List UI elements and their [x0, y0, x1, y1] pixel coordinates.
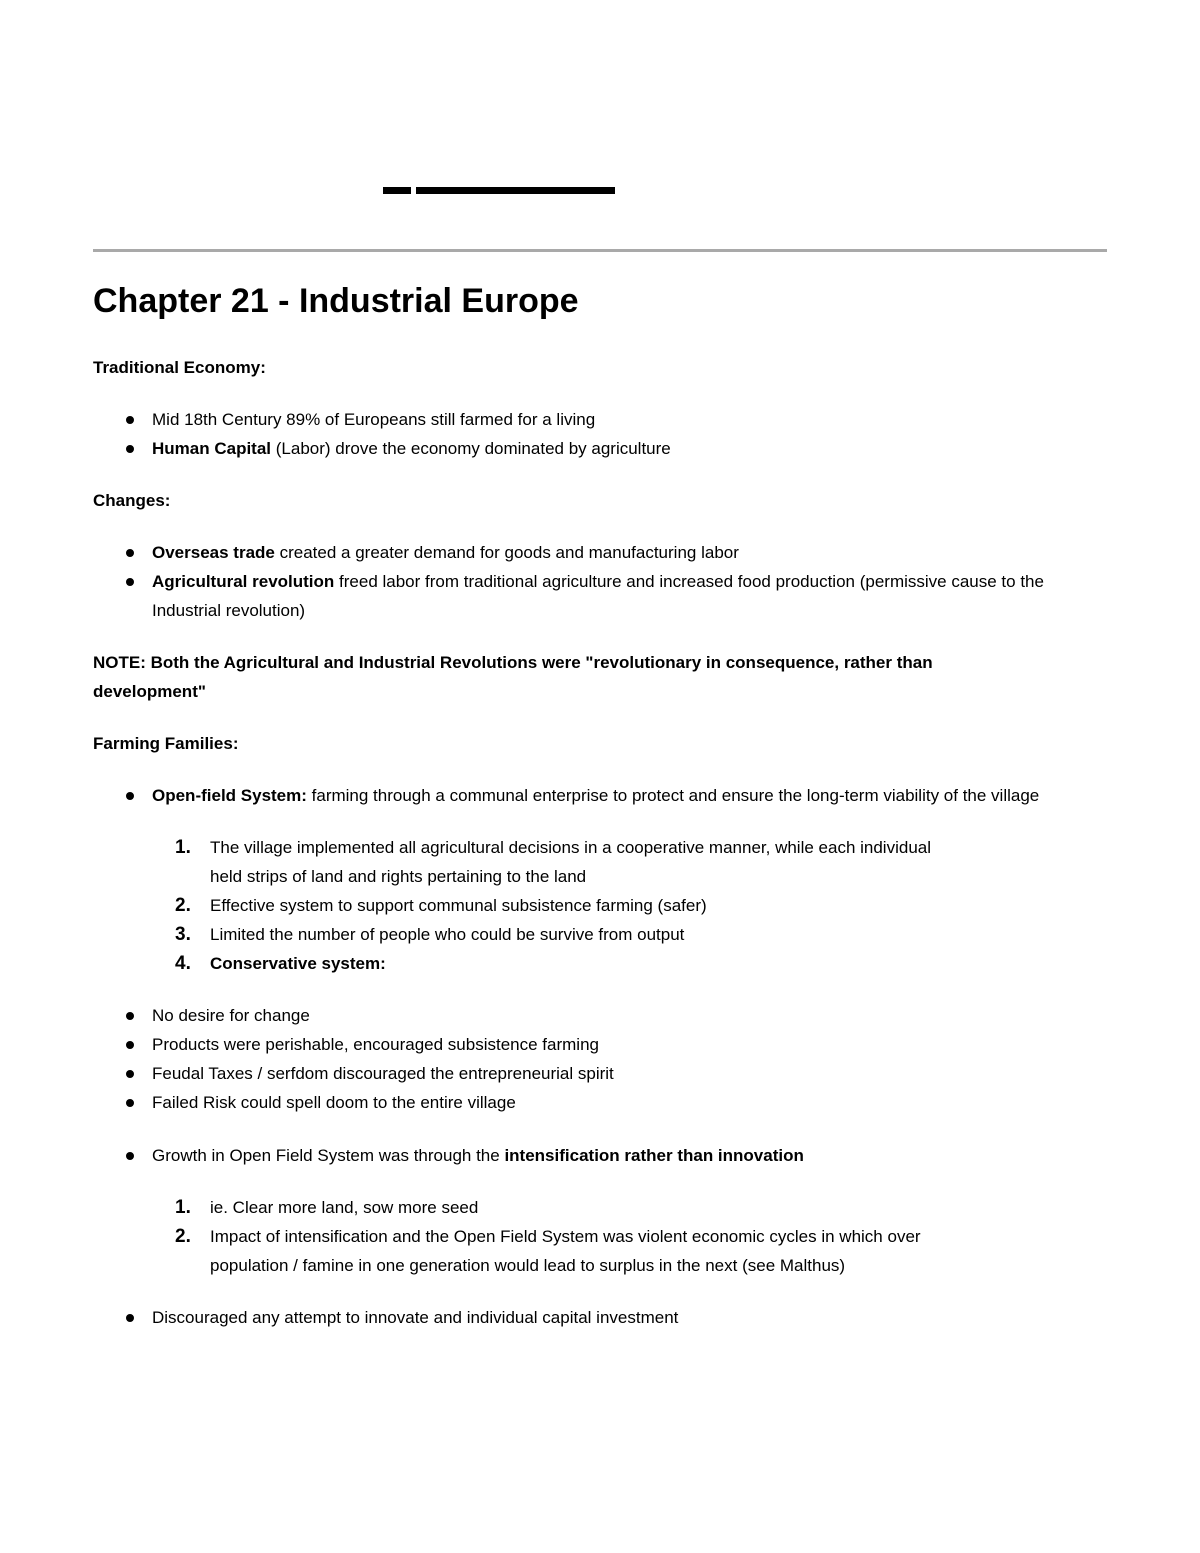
note-paragraph: NOTE: Both the Agricultural and Industrial Revolutions were "revolutionary in consequence, rather than development" — [93, 653, 933, 701]
list-item: Feudal Taxes / serfdom discouraged the entrepreneurial spirit — [93, 1059, 1107, 1088]
open-field-numbered-list — [152, 833, 962, 978]
numbered-item: 4. Conservative system: — [175, 953, 386, 974]
conservative-list — [93, 1001, 1107, 1117]
list-item: Agricultural revolution freed labor from traditional agriculture and increased food production (permissive cause to the Industrial revolution) — [93, 567, 1107, 625]
numbered-item: 1. The village implemented all agricultural decisions in a cooperative manner, while each individual held strips of land and rights pertaining to the land — [175, 837, 932, 886]
list-item: Overseas trade created a greater demand for goods and manufacturing labor — [93, 538, 1107, 567]
farming-list — [93, 781, 1107, 810]
list-item: Products were perishable, encouraged subsistence farming — [93, 1030, 1107, 1059]
numbered-item: 1. ie. Clear more land, sow more seed — [175, 1197, 479, 1218]
intensification-numbered-list — [152, 1193, 962, 1280]
section-heading-changes: Changes: — [93, 491, 171, 510]
list-item: Open-field System: farming through a communal enterprise to protect and ensure the long-term viability of the village — [93, 781, 1107, 810]
list-item: Failed Risk could spell doom to the entire village — [93, 1088, 1107, 1117]
section-heading-traditional: Traditional Economy: — [93, 358, 266, 377]
numbered-item: 3. Limited the number of people who could be survive from output — [175, 924, 685, 945]
numbered-item: 2. Impact of intensification and the Open Field System was violent economic cycles in which over population / famine in one generation would lead to surplus in the next (see Malthus) — [175, 1226, 921, 1275]
growth-list — [93, 1141, 1107, 1170]
redaction-mark — [416, 187, 615, 194]
redaction-mark — [383, 187, 411, 194]
document-body — [93, 278, 1107, 1332]
list-item: Discouraged any attempt to innovate and individual capital investment — [93, 1303, 1107, 1332]
numbered-item: 2. Effective system to support communal subsistence farming (safer) — [175, 895, 707, 916]
horizontal-rule — [93, 249, 1107, 252]
final-list — [93, 1303, 1107, 1332]
list-item: Growth in Open Field System was through the intensification rather than innovation — [93, 1141, 1107, 1170]
chapter-title: Chapter 21 - Industrial Europe — [93, 282, 579, 320]
list-item: No desire for change — [93, 1001, 1107, 1030]
list-item: Mid 18th Century 89% of Europeans still farmed for a living — [93, 405, 1107, 434]
section-heading-farming: Farming Families: — [93, 734, 239, 753]
traditional-list — [93, 405, 1107, 463]
changes-list — [93, 538, 1107, 625]
list-item: Human Capital (Labor) drove the economy dominated by agriculture — [93, 434, 1107, 463]
